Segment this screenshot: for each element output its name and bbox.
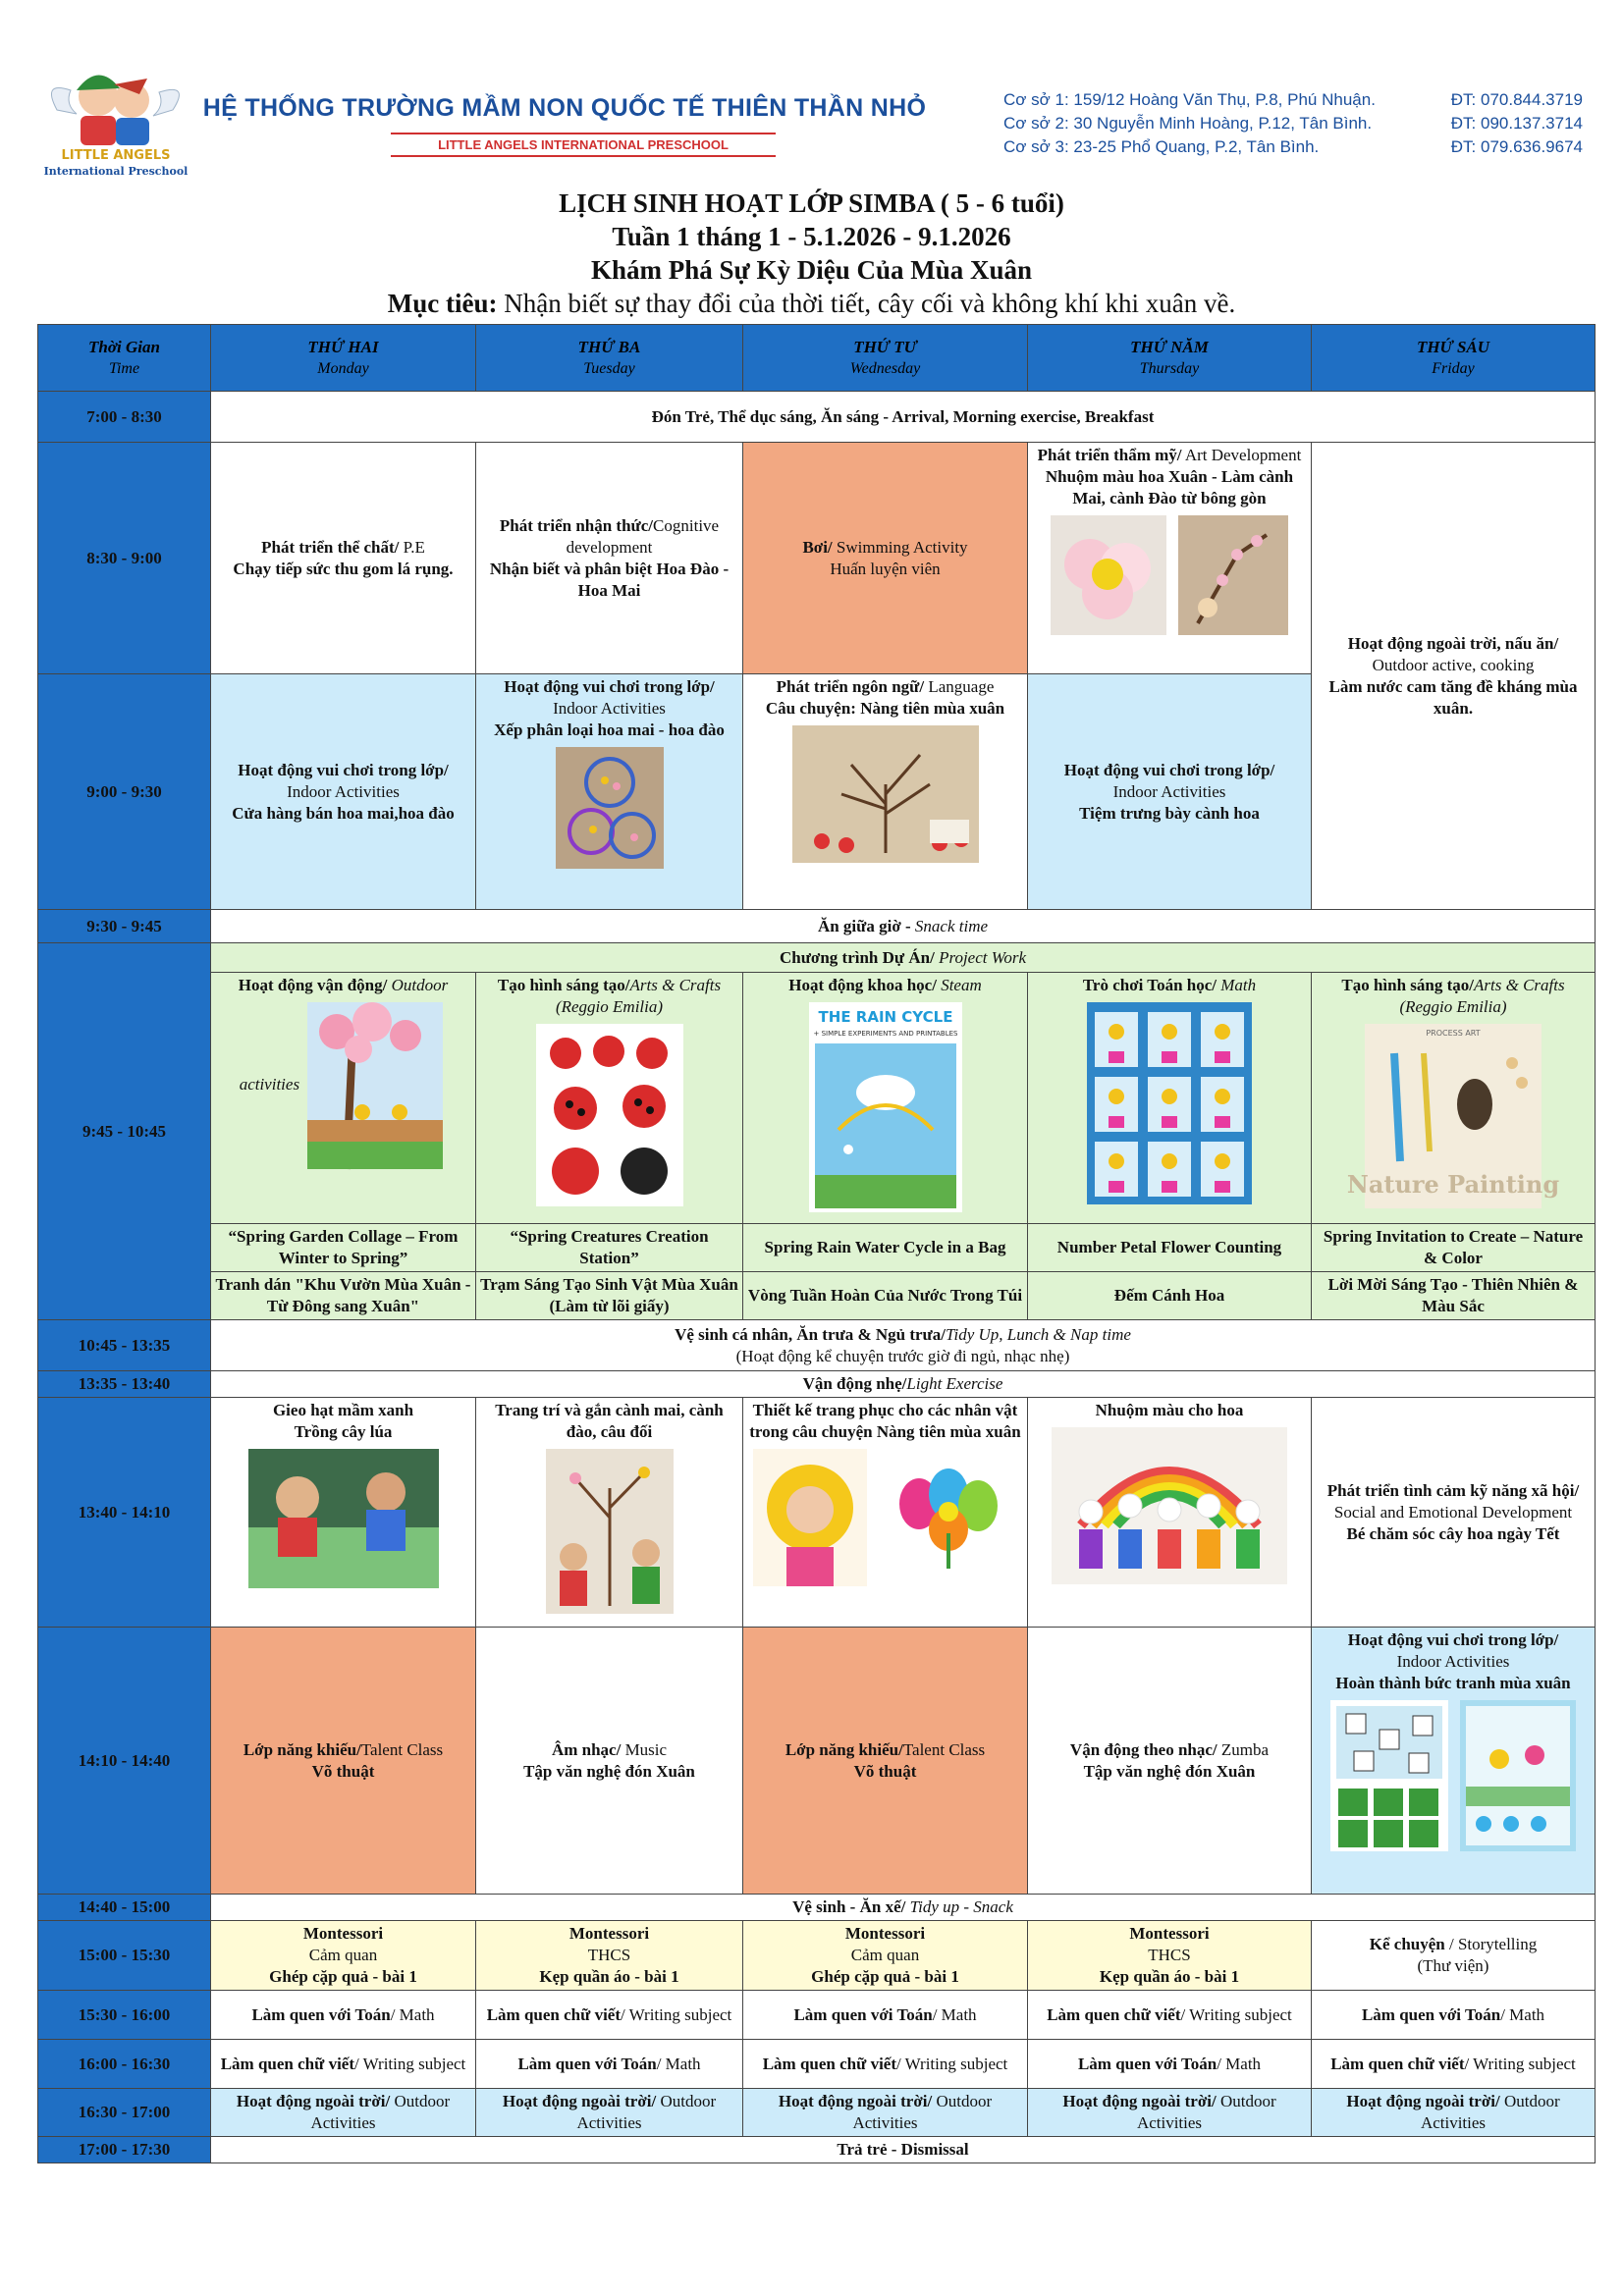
time-cell: 13:35 - 13:40 xyxy=(38,1371,211,1398)
activity-cell: Hoạt động ngoài trời/ Outdoor Activities xyxy=(476,2089,743,2137)
activity-cell: Phát triển thẩm mỹ/ Art Development Nhuộm màu hoa Xuân - Làm cành Mai, cành Đào từ bông gòn xyxy=(1028,443,1312,674)
campus-3: Cơ sở 3: 23-25 Phổ Quang, P.2, Tân Bình. ĐT: 079.636.9674 xyxy=(1003,137,1583,156)
time-cell: 14:40 - 15:00 xyxy=(38,1895,211,1921)
svg-text:International Preschool: International Preschool xyxy=(43,165,189,178)
planting-seeds-photo xyxy=(248,1449,439,1588)
col-header-tuesday: THỨ BA Tuesday xyxy=(476,325,743,392)
table-row xyxy=(38,1398,1596,1628)
activity-cell: Hoạt động ngoài trời/ Outdoor Activities xyxy=(211,2089,476,2137)
title-block xyxy=(0,187,1623,320)
dyed-flowers-photo xyxy=(1052,1427,1287,1584)
activity-title-en: Spring Invitation to Create – Nature & Color xyxy=(1312,1224,1596,1272)
table-row xyxy=(38,2089,1596,2137)
table-row xyxy=(38,1895,1596,1921)
activity-cell: Làm quen chữ viết/ Writing subject xyxy=(1028,1991,1312,2040)
table-row xyxy=(38,1320,1596,1371)
activity-title-en: Spring Rain Water Cycle in a Bag xyxy=(743,1224,1028,1272)
schedule-table xyxy=(37,324,1596,2163)
activity-cell: Làm quen chữ viết/ Writing subject xyxy=(211,2040,476,2089)
activity-cell: Bơi/ Swimming Activity Huấn luyện viên xyxy=(743,443,1028,674)
activity-cell: Làm quen chữ viết/ Writing subject xyxy=(1312,2040,1596,2089)
light-exercise-cell: Vận động nhẹ/Light Exercise xyxy=(211,1371,1596,1398)
time-cell: 15:30 - 16:00 xyxy=(38,1991,211,2040)
activity-cell: Hoạt động vui chơi trong lớp/ Indoor Activities Xếp phân loại hoa mai - hoa đào xyxy=(476,674,743,910)
activity-cell: Hoạt động vận động/ Outdoor activities xyxy=(211,973,476,1224)
table-row xyxy=(38,1224,1596,1272)
time-cell: 9:30 - 9:45 xyxy=(38,910,211,943)
tidy-cell: Vệ sinh - Ăn xế/ Tidy up - Snack xyxy=(211,1895,1596,1921)
activity-title-vi: Đếm Cánh Hoa xyxy=(1028,1272,1312,1320)
activity-title-vi: Lời Mời Sáng Tạo - Thiên Nhiên & Màu Sắc xyxy=(1312,1272,1596,1320)
col-header-time: Thời Gian Time xyxy=(38,325,211,392)
campus-2: Cơ sở 2: 30 Nguyễn Minh Hoàng, P.12, Tân Bình. ĐT: 090.137.3714 xyxy=(1003,114,1583,133)
table-row xyxy=(38,2040,1596,2089)
time-cell: 16:00 - 16:30 xyxy=(38,2040,211,2089)
col-header-monday: THỨ HAI Monday xyxy=(211,325,476,392)
montessori-cell: Montessori Cảm quan Ghép cặp quả - bài 1 xyxy=(211,1921,476,1991)
activity-cell: Phát triển nhận thức/Cognitive development Nhận biết và phân biệt Hoa Đào - Hoa Mai xyxy=(476,443,743,674)
activity-cell: Vận động theo nhạc/ Zumba Tập văn nghệ đón Xuân xyxy=(1028,1628,1312,1895)
decorating-branch-photo xyxy=(546,1449,674,1614)
col-header-wednesday: THỨ TƯ Wednesday xyxy=(743,325,1028,392)
time-cell: 9:00 - 9:30 xyxy=(38,674,211,910)
activity-cell: Gieo hạt mầm xanh Trồng cây lúa xyxy=(211,1398,476,1628)
activity-cell: Làm quen với Toán/ Math xyxy=(743,1991,1028,2040)
school-subtitle: LITTLE ANGELS INTERNATIONAL PRESCHOOL xyxy=(391,133,776,157)
activity-cell: Làm quen với Toán/ Math xyxy=(211,1991,476,2040)
activity-cell: Làm quen chữ viết/ Writing subject xyxy=(743,2040,1028,2089)
activity-cell: Thiết kế trang phục cho các nhân vật trong câu chuyện Nàng tiên mùa xuân xyxy=(743,1398,1028,1628)
activity-cell: Làm quen với Toán/ Math xyxy=(1312,1991,1596,2040)
table-row xyxy=(38,1628,1596,1895)
snack-cell: Ăn giữa giờ - Snack time xyxy=(211,910,1596,943)
table-row xyxy=(38,392,1596,443)
goal: Mục tiêu: Nhận biết sự thay đổi của thời tiết, cây cối và không khí khi xuân về. xyxy=(387,289,1236,318)
week-title: Tuần 1 tháng 1 - 5.1.2026 - 9.1.2026 xyxy=(612,222,1011,251)
table-header-row xyxy=(38,325,1596,392)
table-row xyxy=(38,1991,1596,2040)
montessori-cell: Montessori THCS Kẹp quần áo - bài 1 xyxy=(476,1921,743,1991)
storytelling-cell: Kể chuyện / Storytelling (Thư viện) xyxy=(1312,1921,1596,1991)
activity-cell: Hoạt động vui chơi trong lớp/ Indoor Activities Hoàn thành bức tranh mùa xuân xyxy=(1312,1628,1596,1895)
time-cell: 17:00 - 17:30 xyxy=(38,2137,211,2163)
campus-list xyxy=(1003,90,1583,161)
montessori-cell: Montessori THCS Kẹp quần áo - bài 1 xyxy=(1028,1921,1312,1991)
activity-cell: Làm quen với Toán/ Math xyxy=(476,2040,743,2089)
time-cell: 15:00 - 15:30 xyxy=(38,1921,211,1991)
activity-cell: Trang trí và gắn cành mai, cành đào, câu đối xyxy=(476,1398,743,1628)
activity-title-en: “Spring Garden Collage – From Winter to Spring” xyxy=(211,1224,476,1272)
cotton-flower-photo xyxy=(1051,515,1166,635)
activity-cell: Hoạt động khoa học/ Steam THE RAIN CYCLE + SIMPLE EXPERIMENTS AND PRINTABLES xyxy=(743,973,1028,1224)
table-row xyxy=(38,973,1596,1224)
activity-cell: Tạo hình sáng tạo/Arts & Crafts (Reggio Emilia) xyxy=(476,973,743,1224)
activity-title-vi: Trạm Sáng Tạo Sinh Vật Mùa Xuân (Làm từ lõi giấy) xyxy=(476,1272,743,1320)
activity-title-vi: Tranh dán "Khu Vườn Mùa Xuân - Từ Đông sang Xuân" xyxy=(211,1272,476,1320)
school-logo xyxy=(37,61,194,181)
time-cell: 16:30 - 17:00 xyxy=(38,2089,211,2137)
dismissal-cell: Trả trẻ - Dismissal xyxy=(211,2137,1596,2163)
activity-cell: Phát triển tình cảm kỹ năng xã hội/ Social and Emotional Development Bé chăm sóc cây hoa ngày Tết xyxy=(1312,1398,1596,1628)
project-cell: Chương trình Dự Án/ Project Work xyxy=(211,943,1596,973)
spring-puzzle-photo xyxy=(1330,1700,1448,1851)
activity-title-en: Number Petal Flower Counting xyxy=(1028,1224,1312,1272)
flower-costume-photo xyxy=(753,1449,867,1586)
time-cell: 13:40 - 14:10 xyxy=(38,1398,211,1628)
table-row xyxy=(38,443,1596,674)
table-row xyxy=(38,2137,1596,2163)
activity-cell: Âm nhạc/ Music Tập văn nghệ đón Xuân xyxy=(476,1628,743,1895)
activity-cell: Trò chơi Toán học/ Math xyxy=(1028,973,1312,1224)
ladybug-craft-photo xyxy=(536,1024,683,1206)
svg-text:Nature Painting: Nature Painting xyxy=(1346,1170,1560,1199)
col-header-friday: THỨ SÁU Friday xyxy=(1312,325,1596,392)
activity-cell: Lớp năng khiếu/Talent Class Võ thuật xyxy=(211,1628,476,1895)
table-row xyxy=(38,1371,1596,1398)
paper-flower-photo xyxy=(880,1465,1017,1571)
montessori-cell: Montessori Cảm quan Ghép cặp quả - bài 1 xyxy=(743,1921,1028,1991)
activity-cell: Tạo hình sáng tạo/Arts & Crafts (Reggio Emilia) PROCESS ART Nature Painting xyxy=(1312,973,1596,1224)
svg-text:THE RAIN CYCLE: THE RAIN CYCLE xyxy=(818,1008,952,1026)
time-cell: 10:45 - 13:35 xyxy=(38,1320,211,1371)
activity-cell: Hoạt động ngoài trời, nấu ăn/ Outdoor active, cooking Làm nước cam tăng đề kháng mùa xuân. xyxy=(1312,443,1596,910)
rain-cycle-poster xyxy=(809,1002,962,1212)
sorting-hoops-photo xyxy=(556,747,664,869)
activity-title-en: “Spring Creatures Creation Station” xyxy=(476,1224,743,1272)
arrival-cell: Đón Trẻ, Thể dục sáng, Ăn sáng - Arrival, Morning exercise, Breakfast xyxy=(211,392,1596,443)
lunch-cell: Vệ sinh cá nhân, Ăn trưa & Ngủ trưa/Tidy Up, Lunch & Nap time (Hoạt động kể chuyện trước giờ đi ngủ, nhạc nhẹ) xyxy=(211,1320,1596,1371)
table-row xyxy=(38,1272,1596,1320)
blossom-branch-photo xyxy=(1178,515,1288,635)
activity-cell: Làm quen chữ viết/ Writing subject xyxy=(476,1991,743,2040)
theme-title: Khám Phá Sự Kỳ Diệu Của Mùa Xuân xyxy=(590,255,1033,285)
col-header-thursday: THỨ NĂM Thursday xyxy=(1028,325,1312,392)
school-name: HỆ THỐNG TRƯỜNG MẦM NON QUỐC TẾ THIÊN THẦN NHỎ xyxy=(202,94,927,122)
activity-cell: Lớp năng khiếu/Talent Class Võ thuật xyxy=(743,1628,1028,1895)
svg-text:+ SIMPLE EXPERIMENTS AND PRINT: + SIMPLE EXPERIMENTS AND PRINTABLES xyxy=(813,1030,957,1038)
spring-garden-collage-photo xyxy=(307,1002,443,1169)
campus-1: Cơ sở 1: 159/12 Hoàng Văn Thụ, P.8, Phú Nhuận. ĐT: 070.844.3719 xyxy=(1003,90,1583,109)
table-row xyxy=(38,943,1596,973)
activity-cell: Hoạt động ngoài trời/ Outdoor Activities xyxy=(1028,2089,1312,2137)
activity-cell: Làm quen với Toán/ Math xyxy=(1028,2040,1312,2089)
svg-text:PROCESS ART: PROCESS ART xyxy=(1426,1029,1481,1038)
activity-cell: Phát triển ngôn ngữ/ Language Câu chuyện: Nàng tiên mùa xuân xyxy=(743,674,1028,910)
activity-cell: Hoạt động vui chơi trong lớp/ Indoor Activities Tiệm trưng bày cành hoa xyxy=(1028,674,1312,910)
time-cell: 8:30 - 9:00 xyxy=(38,443,211,674)
activity-title-vi: Vòng Tuần Hoàn Của Nước Trong Túi xyxy=(743,1272,1028,1320)
table-row xyxy=(38,910,1596,943)
logo-text: LITTLE ANGELS xyxy=(61,148,171,163)
number-flower-cards-photo xyxy=(1087,1002,1252,1204)
activity-cell: Hoạt động vui chơi trong lớp/ Indoor Activities Cửa hàng bán hoa mai,hoa đào xyxy=(211,674,476,910)
time-cell: 14:10 - 14:40 xyxy=(38,1628,211,1895)
schedule-title: LỊCH SINH HOẠT LỚP SIMBA ( 5 - 6 tuổi) xyxy=(559,188,1064,218)
time-cell: 9:45 - 10:45 xyxy=(38,943,211,1320)
spring-story-photo xyxy=(792,725,979,863)
time-cell: 7:00 - 8:30 xyxy=(38,392,211,443)
activity-cell: Hoạt động ngoài trời/ Outdoor Activities xyxy=(1312,2089,1596,2137)
activity-cell: Phát triển thể chất/ P.E Chạy tiếp sức thu gom lá rụng. xyxy=(211,443,476,674)
activity-cell: Nhuộm màu cho hoa xyxy=(1028,1398,1312,1628)
activity-cell: Hoạt động ngoài trời/ Outdoor Activities xyxy=(743,2089,1028,2137)
spring-picture-photo xyxy=(1460,1700,1576,1851)
nature-painting-photo xyxy=(1346,1024,1560,1208)
table-row xyxy=(38,1921,1596,1991)
